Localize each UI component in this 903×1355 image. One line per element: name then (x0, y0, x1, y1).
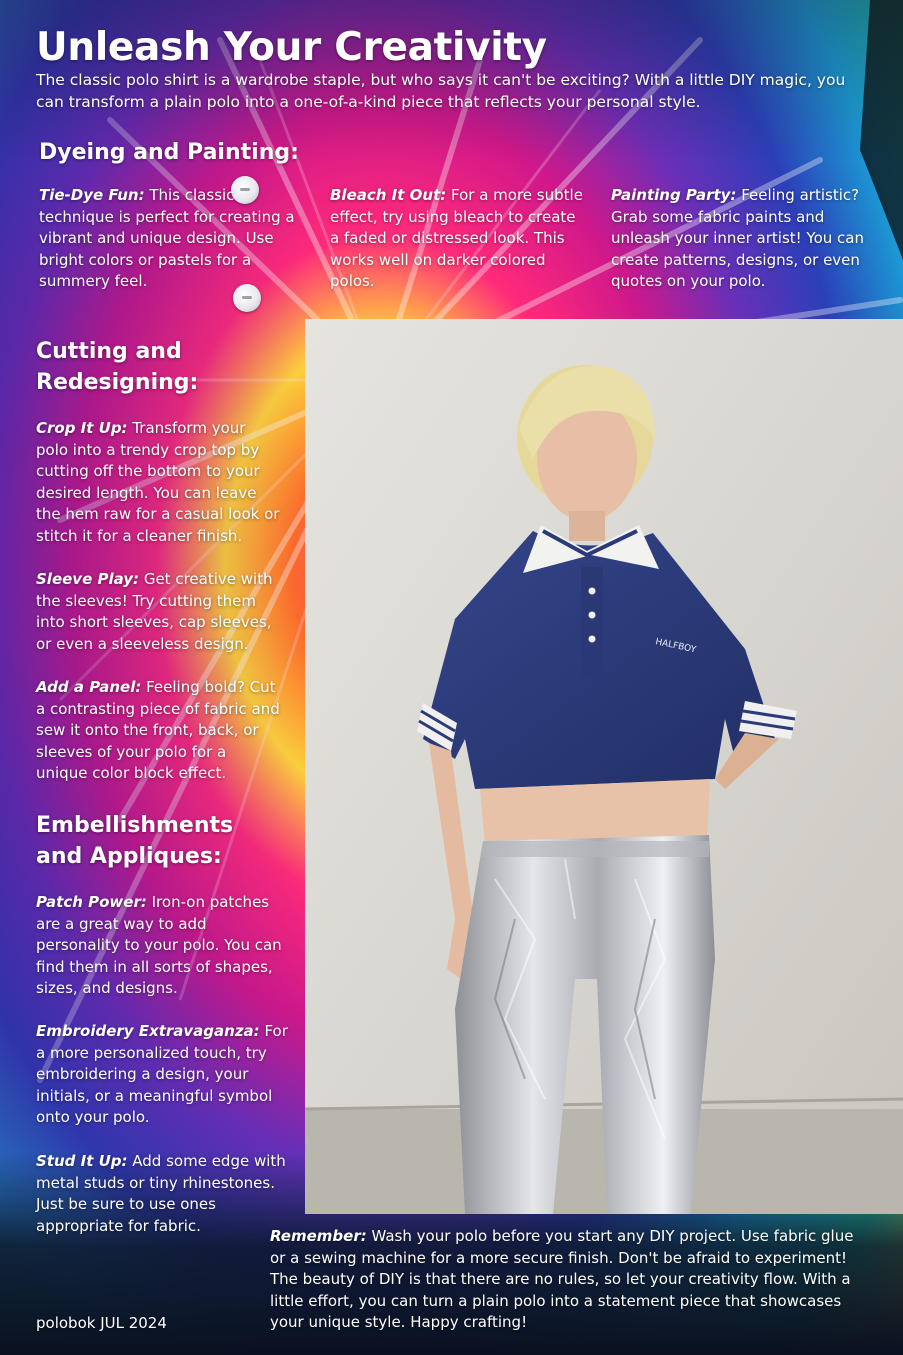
cutting-heading: Cutting and Redesigning: (36, 339, 199, 395)
tip-bleach (330, 185, 586, 293)
tip-label: Tie-Dye Fun: (39, 186, 145, 204)
tip-text: Add some edge with metal studs or tiny rhinestones. Just be sure to use ones appropriate for fabric. (36, 1152, 286, 1235)
tip-text: This classic technique is perfect for creating a vibrant and unique design. Use bright colors or pastels for a summery feel. (39, 186, 295, 291)
tip-tie-dye (39, 185, 301, 293)
tip-text: Transform your polo into a trendy crop top by cutting off the bottom to your desired length. You can leave the hem raw for a casual look or stitch it for a cleaner finish. (36, 419, 280, 545)
remember-text: Wash your polo before you start any DIY project. Use fabric glue or a sewing machine for a more secure finish. Don't be afraid to experiment! The beauty of DIY is that there are no rules, so let your creativity flow. With a little effort, you can turn a plain polo into a statement piece that showcases your unique style. Happy crafting! (270, 1227, 854, 1332)
tip-label: Painting Party: (611, 186, 737, 204)
tip-embroidery (36, 1021, 288, 1129)
tip-patch (36, 892, 282, 1000)
tip-label: Sleeve Play: (36, 570, 140, 588)
tip-label: Patch Power: (36, 893, 147, 911)
tip-text: Get creative with the sleeves! Try cutting them into short sleeves, cap sleeves, or even a sleeveless design. (36, 570, 273, 653)
tip-text: Iron-on patches are a great way to add personality to your polo. You can find them in all sorts of shapes, sizes, and designs. (36, 893, 282, 998)
remember-label: Remember: (270, 1227, 367, 1245)
tip-painting (611, 185, 873, 293)
polo-logo-text: HALFBOY (654, 637, 697, 656)
tip-panel (36, 677, 282, 785)
tip-label: Embroidery Extravaganza: (36, 1022, 260, 1040)
tip-label: Stud It Up: (36, 1152, 128, 1170)
page-title: Unleash Your Creativity (36, 25, 547, 70)
tip-label: Add a Panel: (36, 678, 142, 696)
footer-credit: polobok JUL 2024 (36, 1314, 167, 1332)
model-photo (305, 319, 903, 1214)
tip-text: Feeling bold? Cut a contrasting piece of fabric and sew it onto the front, back, or sleeves of your polo for a unique color block effect. (36, 678, 280, 783)
tip-text: For a more subtle effect, try using bleach to create a faded or distressed look. This works well on darker colored polos. (330, 186, 583, 291)
tip-sleeve (36, 569, 282, 655)
tip-label: Crop It Up: (36, 419, 128, 437)
tip-stud (36, 1151, 288, 1237)
dyeing-heading: Dyeing and Painting: (39, 140, 299, 165)
tip-crop (36, 418, 282, 548)
intro-paragraph: The classic polo shirt is a wardrobe staple, but who says it can't be exciting? With a little DIY magic, you can transform a plain polo into a one-of-a-kind piece that reflects your personal style. (36, 71, 846, 111)
tip-text: Feeling artistic? Grab some fabric paints and unleash your inner artist! You can create patterns, designs, or even quotes on your polo. (611, 186, 864, 291)
embellish-heading: Embellishments and Appliques: (36, 813, 234, 869)
remember-paragraph (270, 1226, 870, 1334)
tip-text: For a more personalized touch, try embroidering a design, your initials, or a meaningful symbol onto your polo. (36, 1022, 288, 1127)
tip-label: Bleach It Out: (330, 186, 447, 204)
